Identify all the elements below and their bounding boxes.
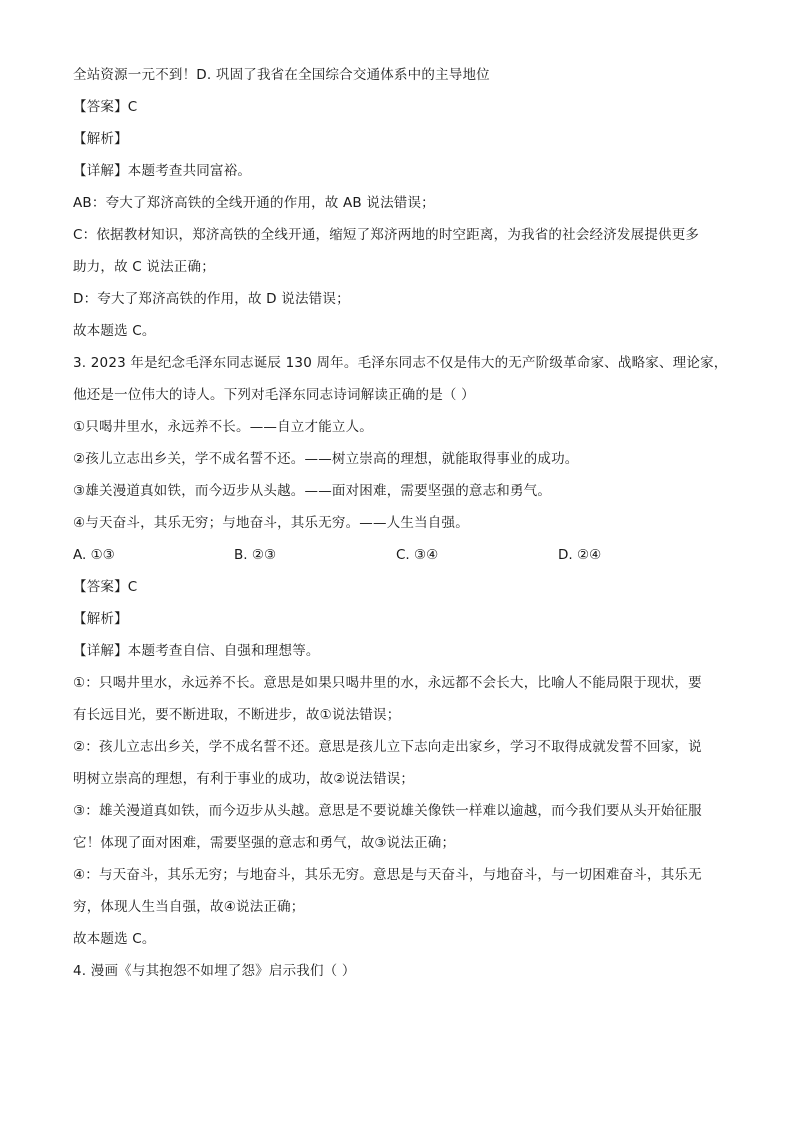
- text-line: 穷，体现人生当自强，故④说法正确；: [73, 899, 305, 915]
- text-line: ③：雄关漫道真如铁，而今迈步从头越。意思是不要说雄关像铁一样难以逾越，而今我们要从头开始征服: [73, 803, 702, 819]
- statement-3: ③雄关漫道真如铁，而今迈步从头越。——面对困难，需要坚强的意志和勇气。: [73, 483, 552, 499]
- text-line: ④：与天奋斗，其乐无穷；与地奋斗，其乐无穷。意思是与天奋斗，与地奋斗，与一切困难奋斗，其乐无: [73, 867, 702, 883]
- text-line: 它！体现了面对困难，需要坚强的意志和勇气，故③说法正确；: [73, 835, 456, 851]
- text-line: 明树立崇高的理想，有利于事业的成功，故②说法错误；: [73, 771, 415, 787]
- text-line: 故本题选 C。: [73, 323, 156, 339]
- text-line: ②：孩儿立志出乡关，学不成名誓不还。意思是孩儿立下志向走出家乡，学习不取得成就发誓不回家，说: [73, 739, 702, 755]
- analysis-label: 【解析】: [73, 611, 128, 627]
- answer-label: 【答案】C: [73, 579, 138, 595]
- text-line: 有长远目光，要不断进取，不断进步，故①说法错误；: [73, 707, 401, 723]
- question-3-stem: 3. 2023 年是纪念毛泽东同志诞辰 130 周年。毛泽东同志不仅是伟大的无产阶级革命家、战略家、理论家，: [73, 355, 728, 371]
- analysis-label: 【解析】: [73, 131, 128, 147]
- text-line: 全站资源一元不到！D. 巩固了我省在全国综合交通体系中的主导地位: [73, 67, 490, 83]
- option-c: C. ③④: [396, 547, 439, 563]
- text-line: 助力，故 C 说法正确；: [73, 259, 215, 275]
- question-4-stem: 4. 漫画《与其抱怨不如埋了怨》启示我们（ ）: [73, 963, 356, 979]
- text-line: ①：只喝井里水，永远养不长。意思是如果只喝井里的水，永远都不会长大，比喻人不能局限于现状，要: [73, 675, 702, 691]
- text-line: AB：夸大了郑济高铁的全线开通的作用，故 AB 说法错误；: [73, 195, 435, 211]
- text-line: 【详解】本题考查自信、自强和理想等。: [73, 643, 320, 659]
- question-3-stem: 他还是一位伟大的诗人。下列对毛泽东同志诗词解读正确的是（ ）: [73, 387, 475, 403]
- text-line: C：依据教材知识，郑济高铁的全线开通，缩短了郑济两地的时空距离，为我省的社会经济发展提供更多: [73, 227, 700, 243]
- statement-4: ④与天奋斗，其乐无穷；与地奋斗，其乐无穷。——人生当自强。: [73, 515, 469, 531]
- statement-2: ②孩儿立志出乡关，学不成名誓不还。——树立崇高的理想，就能取得事业的成功。: [73, 451, 579, 467]
- option-a: A. ①③: [73, 547, 115, 563]
- text-line: D：夸大了郑济高铁的作用，故 D 说法错误；: [73, 291, 350, 307]
- answer-label: 【答案】C: [73, 99, 138, 115]
- text-line: 【详解】本题考查共同富裕。: [73, 163, 252, 179]
- text-line: 故本题选 C。: [73, 931, 156, 947]
- option-b: B. ②③: [234, 547, 277, 563]
- statement-1: ①只喝井里水，永远养不长。——自立才能立人。: [73, 419, 374, 435]
- option-d: D. ②④: [558, 547, 602, 563]
